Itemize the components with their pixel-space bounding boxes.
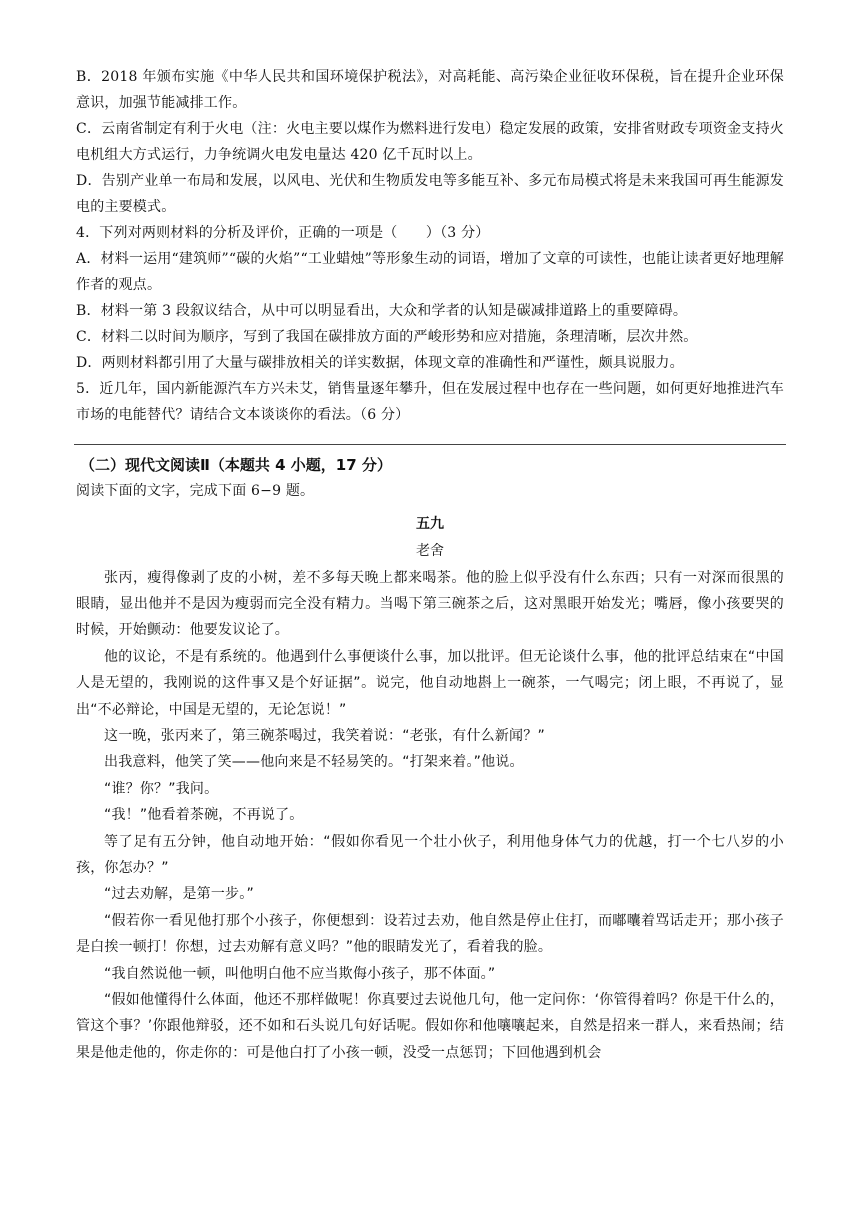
q4-option-b: B．材料一第 3 段叙议结合，从中可以明显看出，大众和学者的认知是碳减排道路上的重要障碍。: [76, 303, 688, 319]
story-paragraph: “我！”他看着茶碗，不再说了。: [104, 807, 304, 824]
q4-option-a: A．材料一运用“建筑师”“碳的火焰”“工业蜡烛”等形象生动的词语，增加了文章的可读性，也能让读者更好地理解作者的观点。: [76, 251, 784, 293]
story-paragraph: “过去劝解，是第一步。”: [104, 886, 254, 903]
section-title: （二）现代文阅读Ⅱ（本题共 4 小题，17 分）: [80, 456, 392, 474]
question-section-1: [76, 64, 784, 428]
q4-option-c: C．材料二以时间为顺序，写到了我国在碳排放方面的严峻形势和应对措施，条理清晰，层次井然。: [76, 329, 698, 345]
section-divider: [74, 444, 786, 445]
exam-page: [76, 64, 784, 1066]
reading-instruction: 阅读下面的文字，完成下面 6−9 题。: [76, 483, 315, 499]
story-paragraph: “我自然说他一顿，叫他明白他不应当欺侮小孩子，那不体面。”: [104, 965, 496, 982]
question-4-stem: 4．下列对两则材料的分析及评价，正确的一项是（ ）（3 分）: [76, 225, 490, 241]
option-c-text: C．云南省制定有利于火电（注：火电主要以煤作为燃料进行发电）稳定发展的政策，安排省财政专项资金支持火电机组大方式运行，力争统调火电发电量达 420 亿千瓦时以上。: [76, 121, 784, 163]
option-d-text: D．告别产业单一布局和发展，以风电、光伏和生物质发电等多能互补、多元布局模式将是未来我国可再生能源发电的主要模式。: [76, 173, 784, 215]
story-paragraph: 等了足有五分钟，他自动地开始：“假如你看见一个壮小伙子，利用他身体气力的优越，打一个七八岁的小孩，你怎办？”: [76, 833, 784, 876]
story-paragraph: 张丙，瘦得像剥了皮的小树，差不多每天晚上都来喝茶。他的脸上似乎没有什么东西；只有一对深而很黑的眼睛，显出他并不是因为瘦弱而完全没有精力。当喝下第三碗茶之后，这对黑眼开始发光；嘴唇，像小孩要哭的时候，开始颤动：他要发议论了。: [76, 569, 784, 639]
question-5: 5．近几年，国内新能源汽车方兴未艾，销售量逐年攀升，但在发展过程中也存在一些问题，如何更好地推进汽车市场的电能替代？请结合文本谈谈你的看法。（6 分）: [76, 381, 784, 423]
story-title: 五九: [416, 515, 444, 532]
question-section-2: [76, 451, 784, 1066]
story-paragraph: 出我意料，他笑了笑——他向来是不轻易笑的。“打架来着。”他说。: [104, 754, 524, 771]
story-paragraph: 这一晚，张丙来了，第三碗茶喝过，我笑着说：“老张，有什么新闻？”: [104, 727, 545, 744]
story-body: [76, 565, 784, 1067]
story-paragraph: “谁？你？”我问。: [104, 780, 219, 797]
story-paragraph: “假若你一看见他打那个小孩子，你便想到：设若过去劝，他自然是停止住打，而嘟囔着骂话走开；那小孩子是白挨一顿打！你想，过去劝解有意义吗？”他的眼睛发光了，看着我的脸。: [76, 912, 784, 956]
option-b-text: B．2018 年颁布实施《中华人民共和国环境保护税法》，对高耗能、高污染企业征收环保税，旨在提升企业环保意识，加强节能减排工作。: [76, 69, 784, 111]
story-paragraph: 他的议论，不是有系统的。他遇到什么事便谈什么事，加以批评。但无论谈什么事，他的批评总结束在“中国人是无望的，我刚说的这件事又是个好证据”。说完，他自动地斟上一碗茶，一气喝完；闭上眼，不再说了，显出“不必辩论，中国是无望的，无论怎说！”: [76, 648, 784, 718]
story-paragraph: “假如他懂得什么体面，他还不那样做呢！你真要过去说他几句，他一定问你：‘你管得着吗？你是干什么的，管这个事？’你跟他辩驳，还不如和石头说几句好话呢。假如你和他嚷嚷起来，自然是招来一群人，来看热闹；结果是他走他的，你走你的：可是他白打了小孩一顿，没受一点惩罚；下回他遇到机会: [76, 992, 784, 1061]
story-author: 老舍: [416, 542, 444, 559]
q4-option-d: D．两则材料都引用了大量与碳排放相关的详实数据，体现文章的准确性和严谨性，颇具说服力。: [76, 355, 684, 371]
